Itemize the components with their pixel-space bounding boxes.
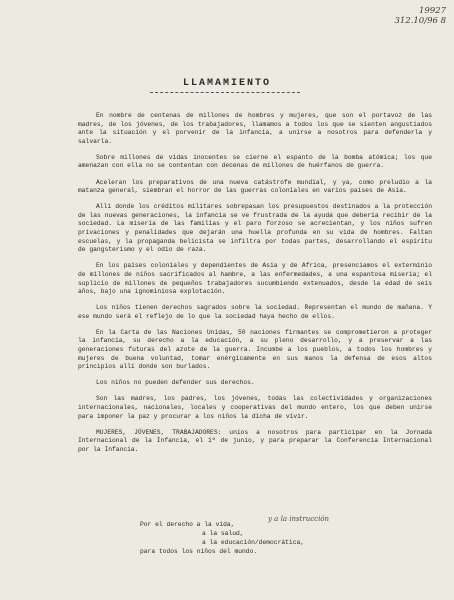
paragraph: En nombre de centenas de millones de hombres y mujeres, que son el portavoz de las madres, de los jóvenes, de los trabajadores, llamamos a todos los que se sienten angustiados ante la situación y el porvenir de la infancia, a unirse a nosotros para defenderla y salvarla. [78,112,432,145]
document-title: LLAMAMIENTO [182,78,271,89]
paragraph: En los países coloniales y dependientes de Asia y de Africa, presenciamos el exterminio de millones de niños sacrificados al hambre, a las enfermedades, a una espantosa miseria; el suplicio de millones de pequeños trabajadores sucumbiendo extenuados, desde la edad de seis años, bajo una ignominiosa explotación. [78,262,432,296]
document-body [78,112,432,462]
closing-block [140,520,304,556]
paragraph: Allí donde los créditos militares sobrepasan los presupuestos destinados a la protección de las nuevas generaciones, la infancia se ve frustrada de la ayuda que debería recibir de la sociedad. La miseria de las familias y el paro forzoso se acrecientan, y los niños sufren privaciones y penalidades que dejarán una huella profunda en su vida de hombres. Faltan escuelas, y la propaganda belicista se infiltra por todas partes, desarrollando el espíritu de gangsterismo y el odio de raza. [78,203,432,254]
closing-line-3: a la educación/democrática, [202,539,305,546]
reference-line-1: 19927 [418,6,446,16]
paragraph: Aceleran los preparativos de una nueva catástrofe mundial, y ya, como preludio a la matanza general, siembran el horror de las guerras coloniales en varios países de Asia. [78,178,432,195]
reference-line-2: 312.10/96 8 [394,16,446,26]
title-underline [150,92,300,93]
paragraph: Los niños no pueden defender sus derechos. [96,379,255,387]
paragraph: MUJERES, JÓVENES, TRABAJADORES: unios a nosotros para participar en la Jornada Internacional de la Infancia, el 1º de junio, y para preparar la Conferencia Internacional por la Infancia. [78,428,432,453]
paragraph: Los niños tienen derechos sagrados sobre la sociedad. Representan el mundo de mañana. Y ese mundo será el reflejo de lo que la sociedad haya hecho de ellos. [78,304,432,320]
paragraph: Sobre millones de vidas inocentes se cierne el espanto de la bomba atómica; los que amenazan con ella no se contentan con decenas de millones de huérfanos de guerra. [78,153,432,170]
closing-line-4: para todos los niños del mundo. [140,548,258,555]
closing-line-2: a la salud, [202,530,244,537]
closing-line-1: Por el derecho a la vida, [140,521,235,528]
handwritten-annotation: y a la instrucción [268,515,330,523]
paragraph: En la Carta de las Naciones Unidas, 50 naciones firmantes se comprometieron a proteger la infancia, su derecho a la educación, a su pleno desarrollo, y a preservar a las generaciones futuras del azote de la guerra. Incumbe a los pueblos, a todos los hombres y mujeres de buena voluntad, tomar enérgicamente en sus manos la defensa de esos altos principios allí donde son burlados. [78,328,432,371]
archive-reference [394,6,446,26]
paragraph: Son las madres, los padres, los jóvenes, todas las colectividades y organizaciones internacionales, nacionales, locales y cooperativas del mundo entero, los que deben unirse para imponer la paz y procurar a los niños la dicha de vivir. [78,395,432,420]
